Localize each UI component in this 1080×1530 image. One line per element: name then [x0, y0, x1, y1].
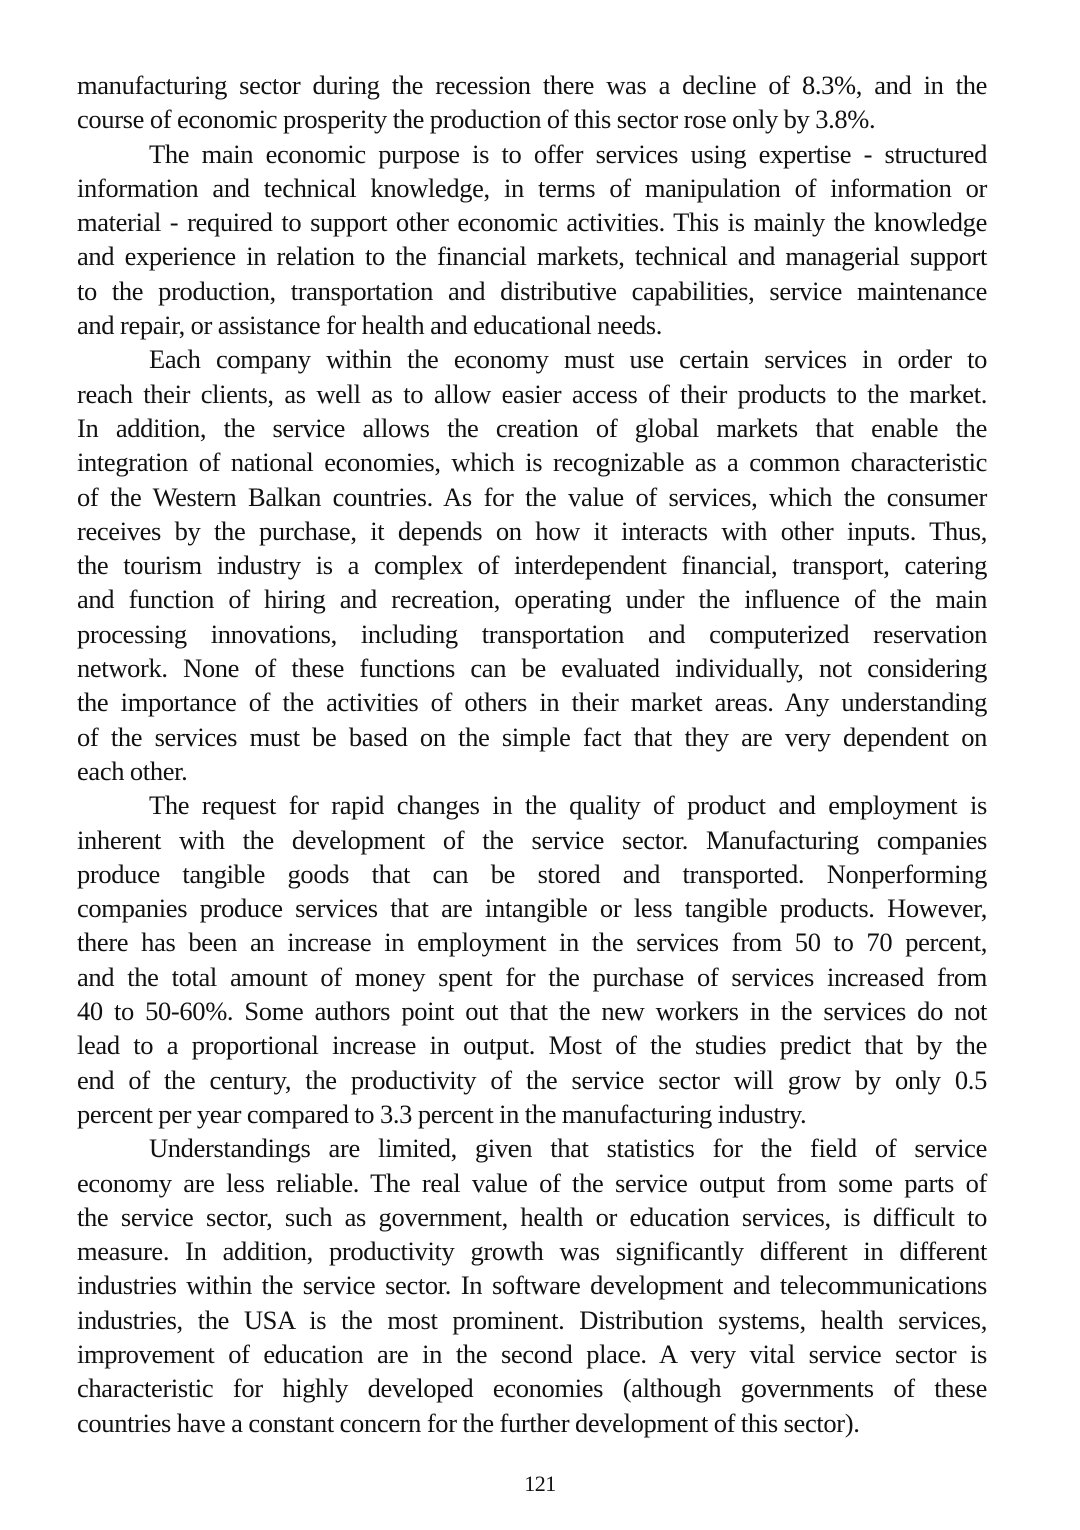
text-line: of the Western Balkan countries. As for the value of services, which the consumer — [77, 481, 987, 512]
text-line: to the production, transportation and distributive capabilities, service maintenance — [77, 275, 987, 306]
text-line: end of the century, the productivity of the service sector will grow by only 0.5 — [77, 1064, 987, 1095]
text-line: improvement of education are in the second place. A very vital service sector is — [77, 1338, 987, 1369]
text-line: the importance of the activities of others in their market areas. Any understanding — [77, 687, 987, 718]
text-line: inherent with the development of the service sector. Manufacturing companies — [77, 824, 987, 855]
text-line: and the total amount of money spent for the purchase of services increased from — [77, 961, 987, 992]
text-line: produce tangible goods that can be stored and transported. Nonperforming — [77, 858, 987, 889]
text-line: there has been an increase in employment in the services from 50 to 70 percent, — [77, 927, 987, 958]
text-line: information and technical knowledge, in terms of manipulation of information or — [77, 172, 987, 203]
text-line: measure. In addition, productivity growth was significantly different in different — [77, 1236, 987, 1267]
text-line: the service sector, such as government, health or education services, is difficult to — [77, 1201, 987, 1232]
paragraph-1 — [77, 68, 987, 137]
text-line: 40 to 50-60%. Some authors point out that the new workers in the services do not — [77, 996, 987, 1027]
text-line: and function of hiring and recreation, operating under the influence of the main — [77, 584, 987, 615]
text-line: processing innovations, including transportation and computerized reservation — [77, 618, 987, 649]
text-line: lead to a proportional increase in output. Most of the studies predict that by the — [77, 1030, 987, 1061]
text-line: each other. — [77, 755, 188, 786]
text-line: characteristic for highly developed economies (although governments of these — [77, 1373, 987, 1404]
page-number: 121 — [524, 1471, 556, 1496]
text-line: and repair, or assistance for health and educational needs. — [77, 310, 663, 341]
paragraph-5 — [77, 1131, 987, 1440]
paragraph-4 — [77, 788, 987, 1131]
paragraph-2 — [77, 137, 987, 343]
text-line: course of economic prosperity the production of this sector rose only by 3.8%. — [77, 104, 876, 135]
text-line: manufacturing sector during the recession there was a decline of 8.3%, and in the — [77, 70, 987, 100]
page-body — [77, 68, 987, 1440]
text-line: The main economic purpose is to offer services using expertise - structured — [149, 138, 987, 169]
text-line: Each company within the economy must use certain services in order to — [149, 344, 987, 375]
text-line: countries have a constant concern for the further development of this sector). — [77, 1407, 860, 1438]
text-line: percent per year compared to 3.3 percent in the manufacturing industry. — [77, 1098, 807, 1129]
text-line: of the services must be based on the simple fact that they are very dependent on — [77, 721, 987, 752]
text-line: network. None of these functions can be evaluated individually, not considering — [77, 653, 987, 684]
text-line: Understandings are limited, given that statistics for the field of service — [149, 1133, 987, 1164]
text-line: economy are less reliable. The real value of the service output from some parts of — [77, 1167, 987, 1198]
text-line: and experience in relation to the financial markets, technical and managerial support — [77, 241, 987, 272]
text-line: integration of national economies, which is recognizable as a common characteristic — [77, 447, 987, 478]
text-line: The request for rapid changes in the quality of product and employment is — [149, 790, 987, 821]
text-line: industries within the service sector. In software development and telecommunications — [77, 1270, 987, 1301]
text-line: the tourism industry is a complex of interdependent financial, transport, catering — [77, 550, 987, 581]
paragraph-3 — [77, 342, 987, 788]
text-line: reach their clients, as well as to allow easier access of their products to the market. — [77, 378, 987, 409]
text-line: industries, the USA is the most prominent. Distribution systems, health services, — [77, 1304, 987, 1335]
text-line: companies produce services that are intangible or less tangible products. However, — [77, 893, 987, 924]
text-line: material - required to support other economic activities. This is mainly the knowledge — [77, 207, 987, 238]
text-line: In addition, the service allows the creation of global markets that enable the — [77, 412, 987, 443]
text-line: receives by the purchase, it depends on how it interacts with other inputs. Thus, — [77, 515, 987, 546]
